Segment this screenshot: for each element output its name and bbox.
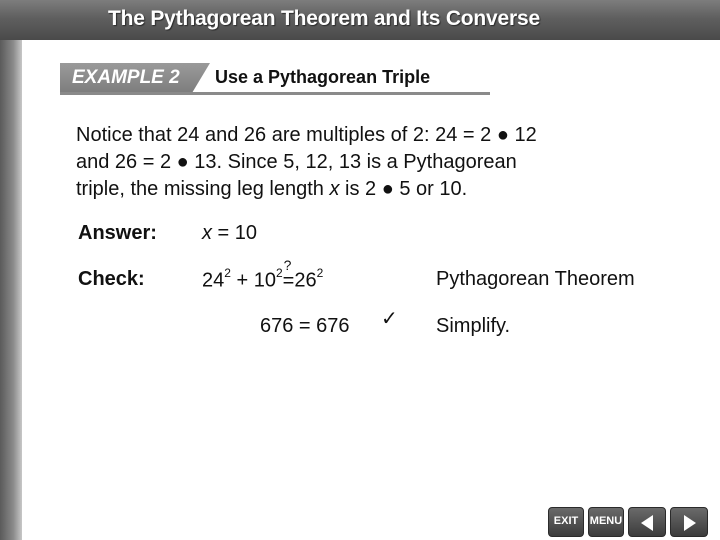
- explanation-line-2: and 26 = 2 ● 13. Since 5, 12, 13 is a Pythagorean: [76, 151, 517, 173]
- explanation-line-1: Notice that 24 and 26 are multiples of 2: 24 = 2 ● 12: [76, 124, 537, 146]
- arrow-right-icon: [684, 515, 696, 531]
- arrow-left-icon: [641, 515, 653, 531]
- question-mark: ?: [283, 256, 292, 273]
- next-button[interactable]: [670, 507, 708, 537]
- example-label: EXAMPLE 2: [72, 67, 180, 88]
- explanation-text: [76, 122, 676, 203]
- check-equation-1: $24^2 + 10^2=$ ? $26^2$: [202, 256, 324, 292]
- checkmark-icon: ✓: [381, 308, 398, 330]
- left-decorative-strip: [0, 40, 22, 540]
- explanation-line-3: triple, the missing leg length x is 2 ● 5 or 10.: [76, 178, 468, 200]
- slide-title: The Pythagorean Theorem and Its Converse: [108, 7, 540, 30]
- menu-button[interactable]: MENU: [588, 507, 624, 537]
- example-underline: [60, 92, 490, 95]
- answer-label: Answer:: [78, 222, 157, 244]
- answer-value: x = 10: [202, 222, 258, 244]
- slide-header: [0, 0, 720, 40]
- exit-button[interactable]: EXIT: [548, 507, 584, 537]
- check-reason-2: Simplify.: [436, 315, 511, 337]
- example-title: Use a Pythagorean Triple: [215, 67, 431, 87]
- check-equation-2: 676 = 676: [260, 315, 350, 337]
- check-label: Check:: [78, 268, 145, 290]
- previous-button[interactable]: [628, 507, 666, 537]
- check-reason-1: Pythagorean Theorem: [436, 268, 635, 290]
